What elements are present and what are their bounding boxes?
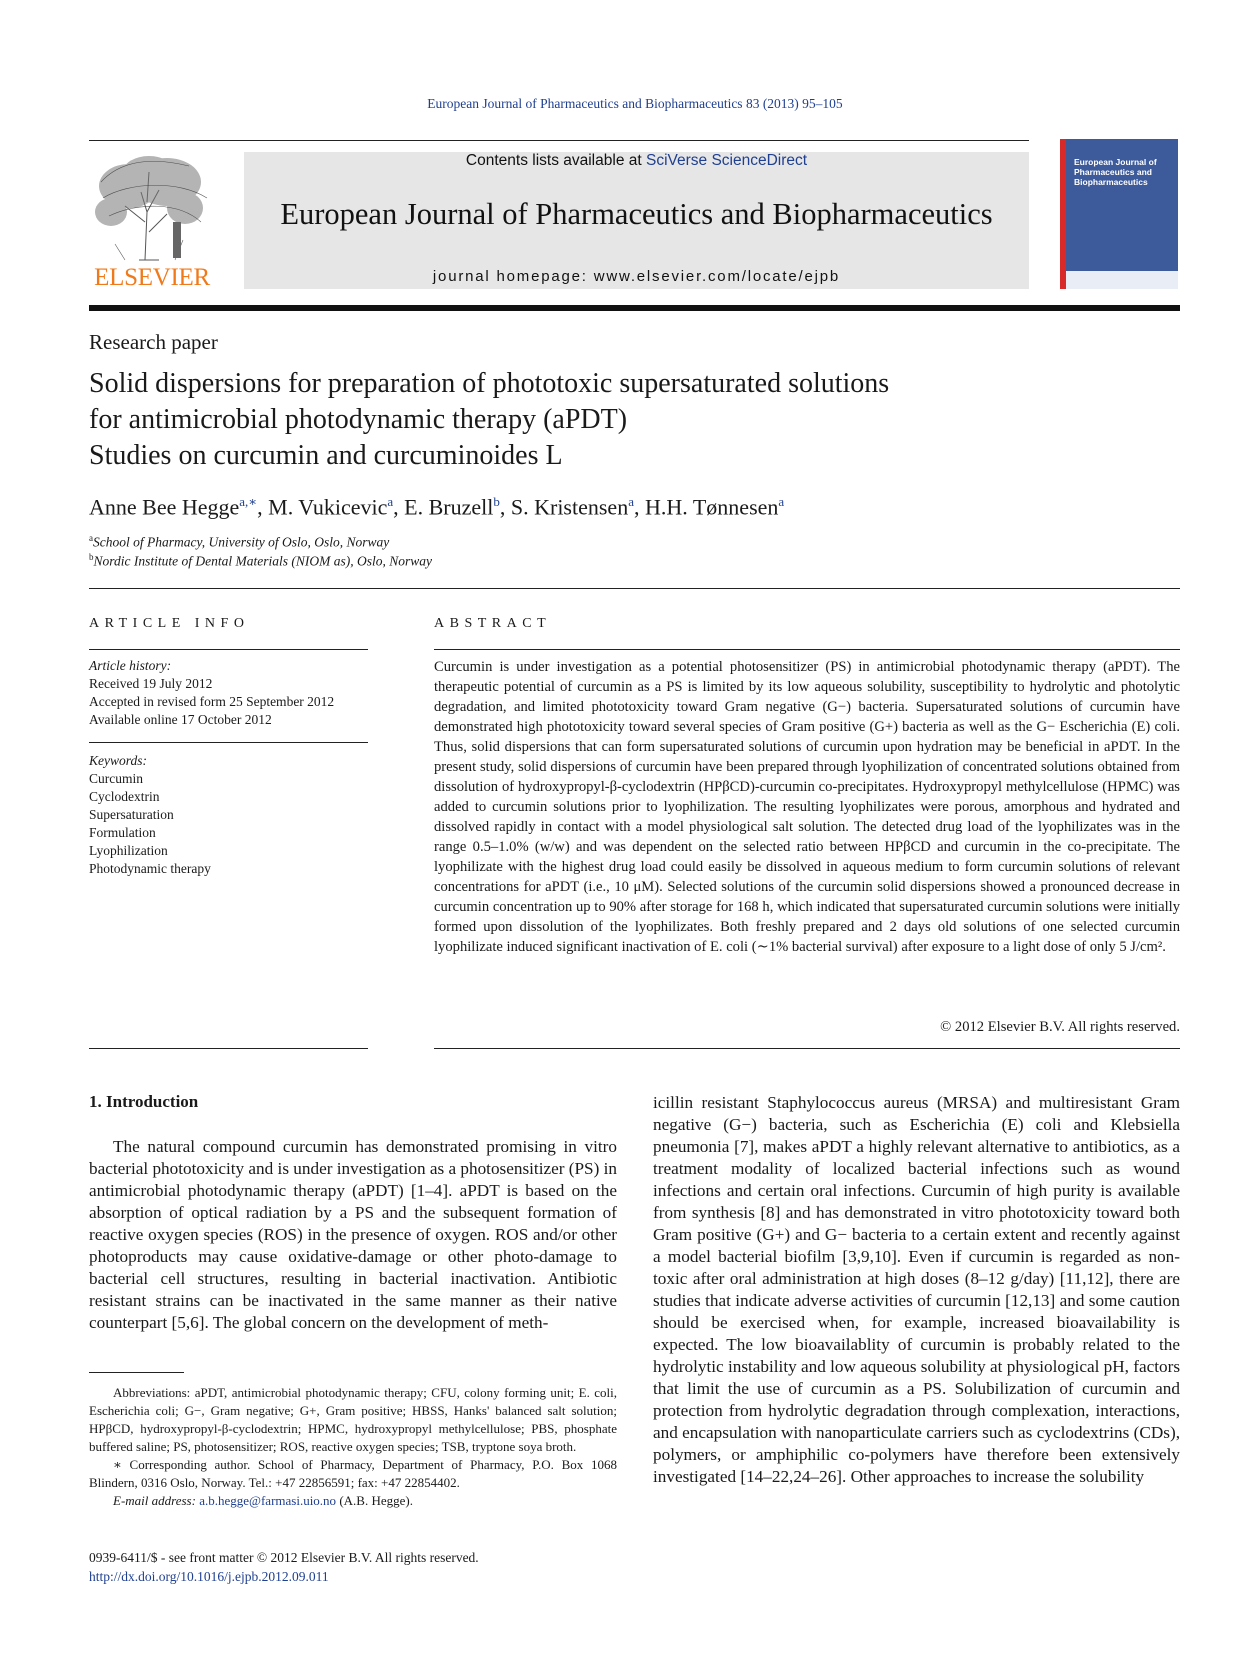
affiliation: [89, 533, 389, 551]
keyword: Formulation: [89, 825, 156, 840]
author-name: E. Bruzell: [404, 494, 494, 520]
author-name: H.H. Tønnesen: [644, 494, 779, 520]
journal-citation-link[interactable]: European Journal of Pharmaceutics and Biopharmaceutics 83 (2013) 95–105: [427, 96, 843, 111]
divider: [434, 649, 1180, 650]
abbreviations-footnote: Abbreviations: aPDT, antimicrobial photodynamic therapy; CFU, colony forming unit; E. coli, Escherichia coli; G−, Gram negative; G+, Gram positive; HBSS, Hanks' balanced salt solution; HPβCD, hydroxypropyl-β-cyclodextrin; HPMC, hydroxypropyl methylcellulose; PBS, phosphate buffered saline; PS, photosensitizer; ROS, reactive oxygen species; TSB, tryptone soya broth.: [89, 1385, 617, 1454]
journal-header-band: [244, 152, 1029, 289]
author-name: Anne Bee Hegge: [89, 494, 240, 520]
article-title: [89, 366, 1089, 474]
author-list: [89, 494, 784, 520]
issn-line: 0939-6411/$ - see front matter © 2012 Elsevier B.V. All rights reserved.: [89, 1550, 479, 1565]
author-affiliation-mark[interactable]: b: [493, 494, 500, 509]
divider: [89, 742, 368, 743]
contents-line: [244, 152, 1029, 170]
journal-homepage[interactable]: journal homepage: www.elsevier.com/locate/ejpb: [432, 268, 841, 285]
journal-name: European Journal of Pharmaceutics and Biopharmaceutics: [280, 197, 993, 231]
keyword: Supersaturation: [89, 807, 174, 822]
journal-cover-thumbnail: [1060, 139, 1178, 289]
author-affiliation-mark[interactable]: a: [628, 494, 634, 509]
author-affiliation-mark[interactable]: a,∗: [239, 494, 258, 509]
cover-stripe: [1060, 139, 1066, 289]
author-separator: ,: [499, 494, 511, 520]
author-name: S. Kristensen: [510, 494, 629, 520]
history-item: Available online 17 October 2012: [89, 712, 272, 727]
affiliation: [89, 552, 432, 570]
history-item: Received 19 July 2012: [89, 676, 213, 691]
author-name: M. Vukicevic: [268, 494, 388, 520]
divider: [434, 1048, 1180, 1049]
keyword: Cyclodextrin: [89, 789, 160, 804]
header-rule: [89, 140, 1029, 141]
copyright-notice: © 2012 Elsevier B.V. All rights reserved.: [940, 1019, 1180, 1035]
email-label: E-mail address:: [113, 1493, 200, 1508]
article-history: [89, 657, 379, 729]
header-rule-thick: [89, 305, 1180, 311]
author-separator: ,: [393, 494, 405, 520]
contents-prefix: Contents lists available at: [465, 152, 646, 169]
divider: [89, 588, 1180, 589]
affiliation-mark: b: [89, 552, 94, 562]
abstract-text: Curcumin is under investigation as a potential photosensitizer (PS) in antimicrobial photodynamic therapy (aPDT). The therapeutic potential of curcumin as a PS is limited by its low aqueous solubility, susceptibility to hydrolytic and photolytic degradation, and limited phototoxicity toward Gram negative (G−) bacteria. Supersaturated solutions of curcumin have demonstrated high phototoxicity toward several species of Gram positive (G+) bacteria as well as the G− Escherichia (E) coli. Thus, solid dispersions that can form supersaturated solutions of curcumin upon hydration may be beneficial in aPDT. In the present study, solid dispersions of curcumin have been prepared through lyophilization of concentrated solutions obtained from dissolution of hydroxypropyl-β-cyclodextrin (HPβCD)-curcumin co-precipitates. Hydroxypropyl methylcellulose (HPMC) was added to curcumin solutions prior to lyophilization. The resulting lyophilizates were porous, amorphous and hydrated and dissolved rapidly in contact with a model physiological salt solution. The detected drug load of the lyophilizates was in the range 0.5–1.0% (w/w) and was dependent on the selected ratio between HPβCD and curcumin in the co-precipitate. The lyophilizate with the highest drug load could easily be dissolved in aqueous medium to form curcumin solutions of relevant concentrations for aPDT (i.e., 10 μM). Selected solutions of the curcumin solid dispersions showed a pronounced decrease in curcumin concentration up to 90% after storage for 168 h, which indicated that supersaturated curcumin solutions were initially formed upon dissolution of the lyophilizates. Both freshly prepared and 2 days old solutions of one selected curcumin lyophilizate induced significant inactivation of E. coli (∼1% bacterial survival) after exposure to a light dose of only 5 J/cm².: [434, 659, 1180, 955]
section-heading-introduction: 1. Introduction: [89, 1092, 199, 1111]
sciencedirect-link[interactable]: SciVerse ScienceDirect: [645, 152, 808, 169]
cover-title: European Journal of Pharmaceutics and Biopharmaceutics: [1074, 157, 1157, 187]
body-paragraph: The natural compound curcumin has demonstrated promising in vitro bacterial phototoxicity and is under investigation as a photosensitizer (PS) in antimicrobial photodynamic therapy (aPDT) [1–4]. aPDT is based on the absorption of optical radiation by a PS and the subsequent formation of reactive oxygen species (ROS) in the presence of oxygen. ROS and/or other photoproducts may cause oxidative-damage or other photo-damage to bacterial cell structures, resulting in bacterial inactivation. Antibiotic resistant strains can be inactivated in the same manner as their native counterpart [5,6]. The global concern on the development of meth-: [89, 1137, 617, 1332]
elsevier-wordmark: ELSEVIER: [94, 264, 210, 291]
article-type: Research paper: [89, 330, 218, 354]
keywords: [89, 752, 379, 878]
corresponding-author-footnote: ∗ Corresponding author. School of Pharmacy, Department of Pharmacy, P.O. Box 1068 Blindern, 0316 Oslo, Norway. Tel.: +47 22856591; fax: +47 22854402.: [89, 1457, 617, 1490]
keywords-label: Keywords:: [89, 753, 147, 768]
cover-footer: [1066, 271, 1178, 289]
keyword: Curcumin: [89, 771, 143, 786]
affiliation-text: Nordic Institute of Dental Materials (NIOM as), Oslo, Norway: [93, 553, 432, 569]
keyword: Lyophilization: [89, 843, 168, 858]
abstract-heading: ABSTRACT: [434, 616, 552, 631]
author-separator: ,: [633, 494, 645, 520]
author-separator: ,: [257, 494, 269, 520]
footnote-rule: [89, 1372, 184, 1373]
body-paragraph: icillin resistant Staphylococcus aureus (MRSA) and multiresistant Gram negative (G−) bacteria, such as Escherichia (E) coli and Klebsiella pneumonia [7], makes aPDT a highly relevant alternative to antibiotics, as a treatment modality of localized bacterial infections such as wound infections and certain oral infections. Curcumin of high purity is available from synthesis [8] and has demonstrated in vitro phototoxicity toward both Gram positive (G+) and G− bacteria to a certain extent and recently against a model bacterial biofilm [3,9,10]. Even if curcumin is regarded as non-toxic after oral administration at high doses (8–12 g/day) [11,12], there are studies that indicate adverse activities of curcumin [12,13] and some caution should be exercised when, for example, increased bioavailability is expected. The low bioavailablity of curcumin is probably related to the hydrolytic instability and low aqueous solubility at physiological pH, factors that limit the use of curcumin as a PS. Solubilization of curcumin and protection from hydrolytic degradation through complexation, interactions, and encapsulation with nanoparticulate carriers such as cyclodextrins (CDs), polymers, or amphiphilic co-polymers have therefore been extensively investigated [14–22,24–26]. Other approaches to increase the solubility: [653, 1093, 1181, 1486]
history-item: Accepted in revised form 25 September 2012: [89, 694, 335, 709]
divider: [89, 649, 368, 650]
email-link[interactable]: a.b.hegge@farmasi.uio.no: [199, 1493, 337, 1508]
history-label: Article history:: [89, 658, 172, 673]
tree-icon: [89, 152, 215, 264]
footnotes: [89, 1384, 617, 1510]
divider: [89, 1048, 368, 1049]
affiliation-mark: a: [89, 533, 93, 543]
title-line: Solid dispersions for preparation of phototoxic supersaturated solutions: [89, 368, 890, 399]
email-footnote: [89, 1492, 617, 1510]
affiliation-text: School of Pharmacy, University of Oslo, Oslo, Norway: [93, 534, 390, 550]
title-line: for antimicrobial photodynamic therapy (aPDT): [89, 404, 628, 435]
author-affiliation-mark[interactable]: a: [778, 494, 785, 509]
doi-link[interactable]: http://dx.doi.org/10.1016/j.ejpb.2012.09.011: [89, 1569, 329, 1584]
author-affiliation-mark[interactable]: a: [387, 494, 394, 509]
email-suffix: (A.B. Hegge).: [336, 1493, 413, 1508]
elsevier-logo: [89, 152, 215, 292]
title-line: Studies on curcumin and curcuminoides L: [89, 440, 563, 471]
keyword: Photodynamic therapy: [89, 861, 211, 876]
article-info-heading: ARTICLE INFO: [89, 616, 250, 631]
